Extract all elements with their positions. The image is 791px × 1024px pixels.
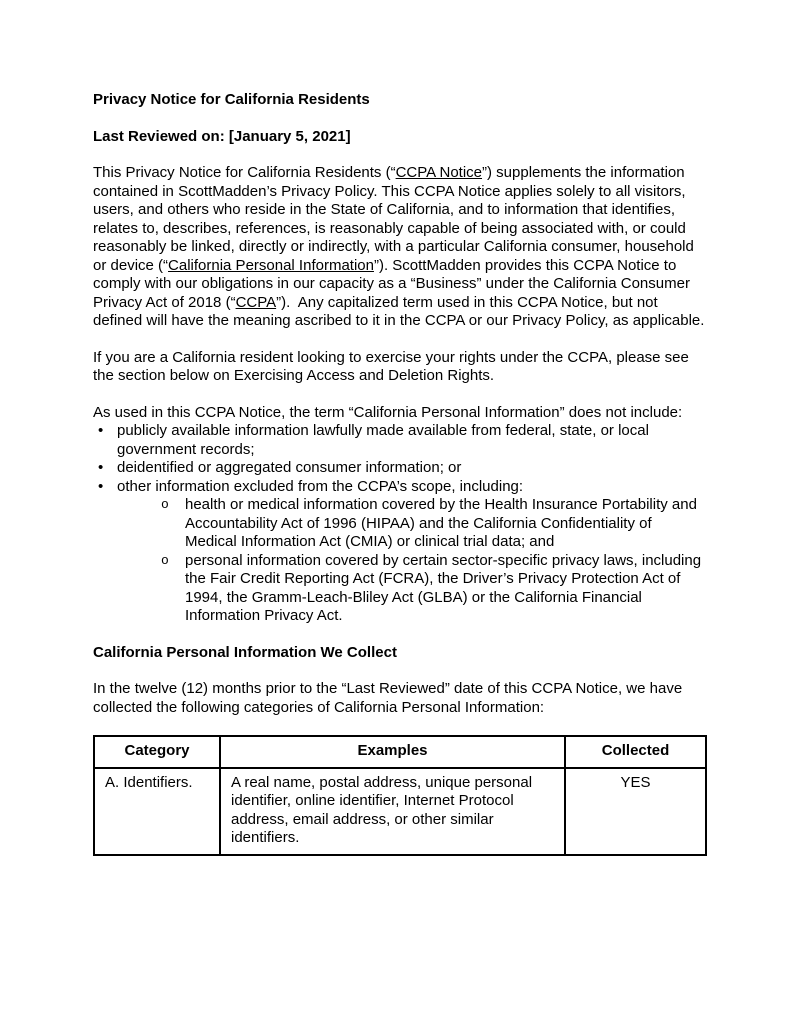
defined-term-ccpa: CCPA <box>235 293 277 311</box>
column-header-collected: Collected <box>565 736 706 768</box>
sub-bullet-text: health or medical information covered by the Health Insurance Portability and Accountability Act of 1996 (HIPAA) and the California Confidentiality of Medical Information Act (CMIA) or clinical trial data; and <box>185 496 697 550</box>
cell-category: A. Identifiers. <box>94 768 220 855</box>
bullet-text: publicly available information lawfully made available from federal, state, or local government records; <box>117 422 649 458</box>
list-item-sub <box>93 496 705 552</box>
doc-title: Privacy Notice for California Residents <box>93 91 370 108</box>
bullet-text: other information excluded from the CCPA’s scope, including: <box>117 477 524 495</box>
sub-bullet-icon: o <box>161 552 169 568</box>
column-header-category: Category <box>94 736 220 768</box>
bullet-text: deidentified or aggregated consumer information; or <box>117 459 462 476</box>
intro-text-4: ”). Any capitalized term used in this CCPA Notice, but not defined will have the meaning ascribed to it in the CCPA or our Privacy Policy, as applicable. <box>93 293 705 329</box>
list-item <box>93 422 705 459</box>
bullet-icon: • <box>98 459 104 476</box>
list-item <box>93 459 705 478</box>
collect-paragraph: In the twelve (12) months prior to the “Last Reviewed” date of this CCPA Notice, we have collected the following categories of California Personal Information: <box>93 680 687 716</box>
column-header-examples: Examples <box>220 736 565 768</box>
intro-text-1: This Privacy Notice for California Residents (“ <box>93 164 396 181</box>
section-heading-collect: California Personal Information We Collect <box>93 643 397 661</box>
list-item-sub <box>93 552 705 626</box>
sub-bullet-icon: o <box>161 497 169 512</box>
bullet-icon: • <box>98 477 104 495</box>
defined-term-california-personal-information: California Personal Information <box>168 256 374 274</box>
cell-examples: A real name, postal address, unique personal identifier, online identifier, Internet Protocol address, email address, or other similar identifiers. <box>220 768 565 855</box>
exclusions-lead: As used in this CCPA Notice, the term “California Personal Information” does not include: <box>93 403 683 421</box>
table-header-row <box>94 736 706 768</box>
defined-term-ccpa-notice: CCPA Notice <box>395 164 483 181</box>
list-item <box>93 478 705 497</box>
table-row <box>94 768 706 855</box>
bullet-icon: • <box>98 422 104 439</box>
intro-text-2: ”) supplements the information contained in ScottMadden’s Privacy Policy. This CCPA Notice applies solely to all visitors, users, and others who reside in the State of California, and to information that identifies, relates to, describes, references, is reasonably capable of being associated with, or could reasonably be linked, directly or indirectly, with a particular California consumer, household or device (“ <box>93 164 699 274</box>
last-reviewed-line: Last Reviewed on: [January 5, 2021] <box>93 127 351 145</box>
intro-text-3: ”). ScottMadden provides this CCPA Notice to comply with our obligations in our capacity as a “Business” under the California Consumer Privacy Act of 2018 (“ <box>93 256 695 311</box>
rights-paragraph: If you are a California resident looking to exercise your rights under the CCPA, please see the section below on Exercising Access and Deletion Rights. <box>93 348 694 384</box>
exclusions-list <box>93 422 705 626</box>
sub-bullet-text: personal information covered by certain sector-specific privacy laws, including the Fair Credit Reporting Act (FCRA), the Driver’s Privacy Protection Act of 1994, the Gramm-Leach-Bliley Act (GLBA) or the California Financial Information Privacy Act. <box>185 551 702 624</box>
pi-categories-table <box>93 735 707 856</box>
intro-paragraph <box>93 164 705 331</box>
cell-collected: YES <box>565 768 706 855</box>
